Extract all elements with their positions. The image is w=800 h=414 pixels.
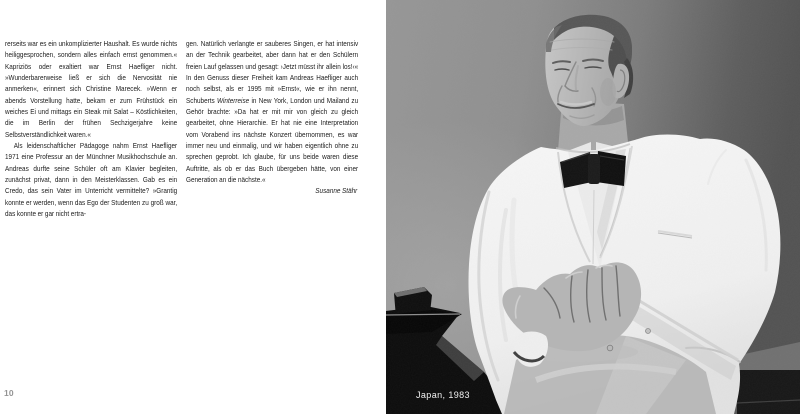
work-title-winterreise: Winterreise: [216, 95, 249, 105]
paragraph-pedagogue: Als leidenschaftlicher Pädagoge nahm Ernst Haefliger 1971 eine Professur an der Münchner Musikhochschule an. Andreas durfte seine Schüler oft am Klavier begleiten, zunächst privat, dann in den Meisterklassen. Gab es ein Credo, das sein Vater im Unterricht vermittelte? »Grantig konnte er werden, wenn das Ego der Studenten zu groß war, das konnte er gar nicht ertra-: [5, 141, 178, 219]
photo-page: [386, 0, 800, 414]
paragraph-quote: [186, 38, 358, 185]
text-run: gen. Natürlich verlangte er sauberes Singen, er hat intensiv an der Technik gearbeitet, aber dann hat er den Schülern freien Lauf gelassen und gesagt: ›Jetzt müsst ihr allein los!‹« In den Genuss dieser Freiheit kam Andreas Haefliger auch noch selbst, als er 1995 mit »Ernst«, wie er ihn nennt, Schuberts: [185, 39, 358, 105]
text-column-1: [5, 38, 177, 220]
photo-ernst-haefliger: [386, 0, 800, 414]
text-run: in New York, London und Mailand zu Gehör brachte: »Da hat er mit mir von gleich zu gleich gearbeitet, ohne Hierarchie. Er hat nie eine Interpretation vom Vorabend ins nächste Konzert übernommen, es war immer neu und einmalig, und wir haben eigentlich ohne zu sprechen geprobt. Ich glaube, für uns beide waren diese Auftritte, als ob er das Buch übergeben hätte, von einer Generation an die nächste.«: [185, 95, 358, 185]
text-page: [0, 0, 386, 414]
author-signature: Susanne Stähr: [314, 186, 357, 196]
text-column-2: [186, 38, 358, 197]
paragraph-continued: rerseits war es ein unkomplizierter Haushalt. Es wurde nichts heiliggesprochen, sondern alles einfach ernst genommen.« Kapriziös oder exaltiert war Ernst Haefliger nicht. »Wunderbarerweise ließ er sich die Nervosität nie anmerken«, erinnert sich Christine Marecek. »Wenn er abends Vorstellung hatte, bekam er zum Frühstück ein weiches Ei und mittags ein Steak mit Salat – Köstlichkeiten, die im Berlin der frühen Sechzigerjahre keine Selbstverständlichkeit waren.«: [5, 39, 178, 139]
photo-caption: Japan, 1983: [416, 390, 470, 400]
page-number: 10: [4, 388, 14, 398]
film-grain: [386, 0, 800, 414]
